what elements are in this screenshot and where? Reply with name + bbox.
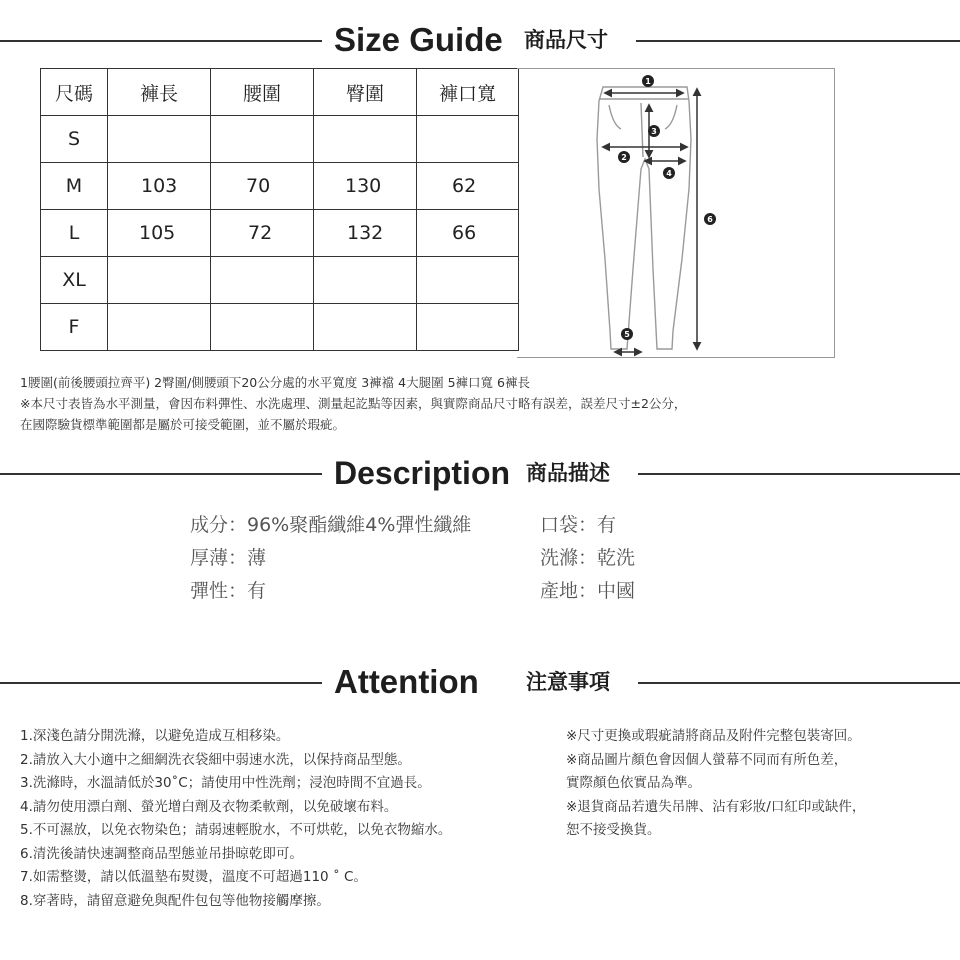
divider-line-left xyxy=(0,682,322,684)
size-label: S xyxy=(41,116,108,163)
care-item: 8.穿著時，請留意避免與配件包包等他物接觸摩擦。 xyxy=(20,892,330,909)
pants-measurement-diagram xyxy=(517,68,835,358)
description-title-en: Description xyxy=(334,455,511,491)
size-note-disclaimer: ※本尺寸表皆為水平測量，會因布料彈性、水洗處理、測量起訖點等因素，與實際商品尺寸略有誤差，誤差尺寸±2公分， xyxy=(20,396,687,411)
divider-line-right xyxy=(636,40,960,42)
care-item: 7.如需整燙，請以低溫墊布熨燙，溫度不可超過110 ˚ C。 xyxy=(20,869,367,885)
cell-length: 103 xyxy=(108,163,211,210)
col-header-size: 尺碼 xyxy=(41,69,108,116)
care-item: 5.不可濕放，以免衣物染色；請弱速輕脫水，不可烘乾，以免衣物縮水。 xyxy=(20,822,452,838)
cell-hem: 62 xyxy=(417,163,519,210)
table-row xyxy=(41,257,519,304)
cell-hip: 132 xyxy=(314,210,417,257)
cell-hem xyxy=(417,304,519,351)
desc-thickness: 厚薄：薄 xyxy=(190,547,267,569)
size-label: M xyxy=(41,163,108,210)
policy-item: 實際顏色依實品為準。 xyxy=(566,775,701,791)
svg-text:5: 5 xyxy=(624,330,630,339)
cell-waist xyxy=(211,257,314,304)
table-row xyxy=(41,163,519,210)
size-note-legend: 1腰圍(前後腰頭拉齊平) 2臀圍/側腰頭下20公分處的水平寬度 3褲襠 4大腿圍 5褲口寬 6褲長 xyxy=(20,375,530,390)
cell-waist xyxy=(211,116,314,163)
svg-text:4: 4 xyxy=(666,169,672,178)
size-label: L xyxy=(41,210,108,257)
svg-text:6: 6 xyxy=(707,215,713,224)
divider-line-left xyxy=(0,473,322,475)
care-instructions xyxy=(20,725,451,913)
divider-line-right xyxy=(638,682,960,684)
care-item: 6.清洗後請快速調整商品型態並吊掛晾乾即可。 xyxy=(20,845,303,862)
marker-badges xyxy=(618,75,716,340)
size-table xyxy=(40,68,519,351)
attention-title-en: Attention xyxy=(334,663,479,700)
care-item: 3.洗滌時，水溫請低於30˚C；請使用中性洗劑；浸泡時間不宜過長。 xyxy=(20,775,431,791)
cell-waist: 72 xyxy=(211,210,314,257)
cell-hem: 66 xyxy=(417,210,519,257)
description-header xyxy=(0,448,960,498)
policy-item: ※尺寸更換或瑕疵請將商品及附件完整包裝寄回。 xyxy=(566,728,861,744)
table-row xyxy=(41,116,519,163)
col-header-hip: 臀圍 xyxy=(314,69,417,116)
cell-length: 105 xyxy=(108,210,211,257)
col-header-waist: 腰圍 xyxy=(211,69,314,116)
attention-title-zh: 注意事項 xyxy=(526,670,610,694)
policy-item: ※退貨商品若遺失吊牌、沾有彩妝/口紅印或缺件， xyxy=(566,798,866,815)
cell-length xyxy=(108,304,211,351)
pants-diagram-svg xyxy=(517,69,835,359)
cell-hem xyxy=(417,257,519,304)
cell-hip xyxy=(314,304,417,351)
cell-waist: 70 xyxy=(211,163,314,210)
divider-line-left xyxy=(0,40,322,42)
size-note-disclaimer-cont: 在國際驗貨標準範圍都是屬於可接受範圍，並不屬於瑕疵。 xyxy=(20,417,346,432)
cell-waist xyxy=(211,304,314,351)
care-item: 1.深淺色請分開洗滌，以避免造成互相移染。 xyxy=(20,728,290,744)
svg-text:2: 2 xyxy=(621,153,627,162)
cell-hip xyxy=(314,116,417,163)
marker-4 xyxy=(663,167,675,179)
desc-origin: 產地：中國 xyxy=(540,580,636,602)
cell-hip xyxy=(314,257,417,304)
desc-washing: 洗滌：乾洗 xyxy=(540,547,636,569)
svg-text:3: 3 xyxy=(651,127,657,136)
size-guide-title-en: Size Guide xyxy=(334,21,503,58)
divider-line-right xyxy=(638,473,960,475)
col-header-length: 褲長 xyxy=(108,69,211,116)
care-item: 2.請放入大小適中之細網洗衣袋細中弱速水洗，以保持商品型態。 xyxy=(20,751,411,768)
cell-hem xyxy=(417,116,519,163)
size-notes xyxy=(20,372,686,435)
return-policy xyxy=(566,725,865,843)
cell-hip: 130 xyxy=(314,163,417,210)
table-row xyxy=(41,210,519,257)
size-guide-header xyxy=(0,15,960,65)
marker-2 xyxy=(618,151,630,163)
desc-material: 成分：96%聚酯纖維4%彈性纖維 xyxy=(190,514,472,536)
pants-outline xyxy=(597,87,691,349)
size-table-header-row xyxy=(41,69,519,116)
attention-header xyxy=(0,657,960,707)
table-row xyxy=(41,304,519,351)
desc-elasticity: 彈性：有 xyxy=(190,580,267,602)
cell-length xyxy=(108,116,211,163)
marker-1 xyxy=(642,75,654,87)
svg-text:1: 1 xyxy=(645,77,651,86)
marker-3 xyxy=(648,125,660,137)
description-title-zh: 商品描述 xyxy=(526,461,610,485)
desc-pocket: 口袋：有 xyxy=(540,514,617,536)
care-item: 4.請勿使用漂白劑、螢光增白劑及衣物柔軟劑，以免破壞布料。 xyxy=(20,798,398,815)
size-label: XL xyxy=(41,257,108,304)
marker-6 xyxy=(704,213,716,225)
col-header-hem: 褲口寬 xyxy=(417,69,519,116)
size-guide-title-zh: 商品尺寸 xyxy=(524,28,608,52)
policy-item: ※商品圖片顏色會因個人螢幕不同而有所色差， xyxy=(566,751,848,768)
cell-length xyxy=(108,257,211,304)
marker-5 xyxy=(621,328,633,340)
policy-item: 恕不接受換貨。 xyxy=(566,822,661,838)
size-label: F xyxy=(41,304,108,351)
